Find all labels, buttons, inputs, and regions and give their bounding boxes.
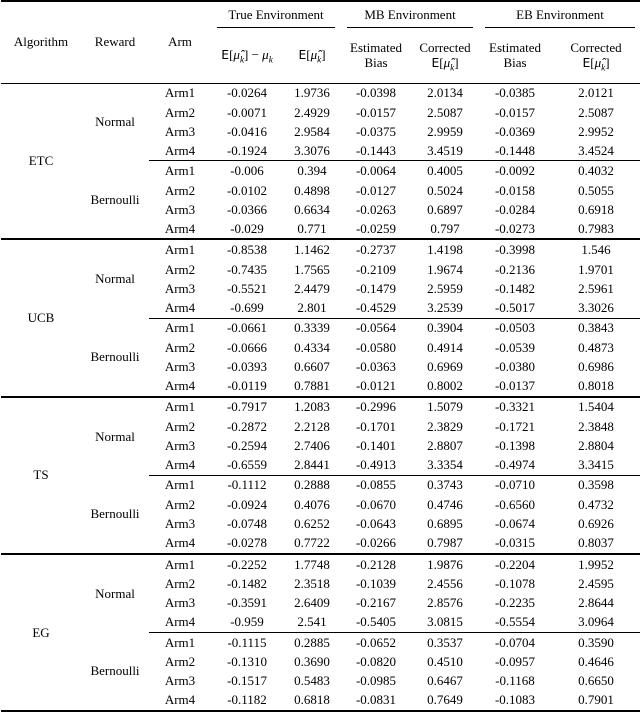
value-cell: 3.3076 — [294, 142, 330, 158]
arm-cell: Arm3 — [164, 123, 196, 139]
value-cell: 0.6918 — [578, 201, 614, 217]
value-cell: -0.0539 — [494, 339, 536, 355]
reward-cell: Normal — [81, 397, 149, 476]
value-cell: 2.9584 — [294, 123, 330, 139]
value-cell: 1.5404 — [551, 397, 640, 417]
header-bias-label: Bias — [503, 55, 527, 71]
value-cell: 3.3415 — [578, 457, 614, 473]
arm-cell: Arm2 — [164, 575, 196, 591]
value-cell: -0.1721 — [494, 418, 536, 434]
value-cell: -0.3998 — [479, 239, 551, 259]
value-cell: -0.1701 — [355, 418, 397, 434]
value-cell: -0.0064 — [341, 161, 411, 181]
header-estimated-label: Estimated — [350, 39, 402, 55]
header-eb-estimated-bias — [479, 28, 551, 83]
value-cell: 2.0134 — [427, 85, 463, 101]
value-cell: 2.3829 — [427, 418, 463, 434]
value-cell: -0.0157 — [494, 104, 536, 120]
value-cell: -0.1401 — [355, 437, 397, 453]
arm-cell: Arm1 — [164, 85, 196, 101]
value-cell: -0.0924 — [226, 496, 268, 512]
value-cell: -0.2872 — [226, 418, 268, 434]
arm-cell: Arm2 — [164, 182, 196, 198]
arm-cell: Arm4 — [164, 378, 196, 394]
value-cell: -0.2235 — [494, 595, 536, 611]
value-cell: -0.0704 — [479, 632, 551, 652]
arm-cell: Arm4 — [164, 692, 196, 708]
value-cell: -0.0273 — [494, 220, 536, 236]
value-cell: 1.7748 — [283, 554, 341, 574]
value-cell: 0.6634 — [294, 201, 330, 217]
value-cell: -0.0416 — [226, 123, 268, 139]
header-corrected-label: Corrected — [570, 39, 622, 55]
table-row — [1, 239, 640, 259]
arm-cell: Arm1 — [149, 397, 211, 417]
header-group-mb-environment: MB Environment — [341, 1, 479, 28]
value-cell: 1.5079 — [411, 397, 479, 417]
value-cell: 1.9736 — [294, 85, 330, 101]
arm-cell: Arm4 — [164, 614, 196, 630]
header-bias-label: Bias — [364, 55, 388, 71]
value-cell: 1.9674 — [427, 261, 463, 277]
value-cell: 0.6607 — [294, 358, 330, 374]
value-cell: -0.0643 — [355, 515, 397, 531]
value-cell: 2.8644 — [578, 595, 614, 611]
value-cell: -0.5554 — [494, 614, 536, 630]
value-cell: 0.6969 — [427, 358, 463, 374]
value-cell: -0.0071 — [226, 104, 268, 120]
header-group-eb-environment: EB Environment — [479, 1, 640, 28]
value-cell: 1.4198 — [411, 239, 479, 259]
value-cell: -0.1398 — [494, 437, 536, 453]
value-cell: 1.9952 — [551, 554, 640, 574]
reward-cell: Bernoulli — [90, 191, 140, 207]
value-cell: 2.3848 — [578, 418, 614, 434]
value-cell: -0.2996 — [341, 397, 411, 417]
value-cell: 0.5024 — [427, 182, 463, 198]
value-cell: -0.2252 — [211, 554, 283, 574]
value-cell: -0.0393 — [226, 358, 268, 374]
value-cell: -0.2737 — [341, 239, 411, 259]
header-algorithm: Algorithm — [13, 34, 69, 50]
value-cell: -0.2136 — [494, 261, 536, 277]
algorithm-cell: UCB — [1, 239, 81, 396]
value-cell: -0.0564 — [341, 318, 411, 338]
value-cell: -0.1168 — [495, 672, 535, 688]
header-corrected-mean-math: $E[\mû_k]$ — [431, 55, 459, 73]
value-cell: -0.0380 — [494, 358, 536, 374]
value-cell: -0.1310 — [226, 653, 268, 669]
value-cell: 2.8807 — [427, 437, 463, 453]
value-cell: 2.541 — [297, 614, 327, 630]
value-cell: -0.1083 — [494, 692, 536, 708]
algorithm-cell: TS — [1, 397, 81, 554]
value-cell: 0.7722 — [294, 535, 330, 551]
header-estimated-label: Estimated — [489, 39, 542, 55]
value-cell: -0.0985 — [355, 672, 397, 688]
value-cell: 0.6252 — [294, 515, 330, 531]
value-cell: 2.0121 — [578, 85, 614, 101]
value-cell: -0.4913 — [355, 457, 397, 473]
reward-cell: Normal — [81, 554, 149, 633]
arm-cell: Arm3 — [164, 437, 196, 453]
value-cell: 2.8441 — [294, 457, 330, 473]
value-cell: -0.959 — [230, 614, 264, 630]
value-cell: -0.7435 — [226, 261, 268, 277]
value-cell: -0.4974 — [494, 457, 536, 473]
value-cell: -0.0102 — [226, 182, 268, 198]
value-cell: -0.0661 — [211, 318, 283, 338]
value-cell: 0.6467 — [427, 672, 463, 688]
value-cell: 0.4746 — [427, 496, 463, 512]
value-cell: 0.8018 — [578, 378, 614, 394]
value-cell: -0.8538 — [211, 239, 283, 259]
reward-cell: Bernoulli — [90, 506, 140, 522]
value-cell: -0.0580 — [355, 339, 397, 355]
value-cell: 0.4646 — [578, 653, 614, 669]
value-cell: 0.5055 — [578, 182, 614, 198]
reward-cell: Bernoulli — [90, 349, 140, 364]
value-cell: 0.6897 — [427, 201, 463, 217]
value-cell: -0.1479 — [355, 280, 397, 296]
value-cell: -0.5017 — [494, 300, 536, 316]
value-cell: -0.1112 — [211, 475, 283, 495]
arm-cell: Arm2 — [164, 339, 196, 355]
arm-cell: Arm2 — [164, 653, 196, 669]
value-cell: -0.0278 — [226, 535, 268, 551]
results-table — [1, 0, 640, 712]
value-cell: 0.4076 — [294, 496, 330, 512]
value-cell: 0.394 — [283, 161, 341, 181]
value-cell: -0.1448 — [494, 142, 536, 158]
value-cell: -0.0119 — [227, 378, 267, 394]
value-cell: 0.2885 — [283, 632, 341, 652]
arm-cell: Arm1 — [149, 161, 211, 181]
value-cell: 0.3590 — [551, 632, 640, 652]
value-cell: 2.3518 — [294, 575, 330, 591]
value-cell: -0.0855 — [341, 475, 411, 495]
arm-cell: Arm3 — [164, 595, 196, 611]
value-cell: 0.6926 — [578, 515, 614, 531]
value-cell: 1.9876 — [411, 554, 479, 574]
value-cell: -0.3591 — [226, 595, 268, 611]
value-cell: 0.7983 — [578, 220, 614, 236]
value-cell: 2.4479 — [294, 280, 330, 296]
value-cell: 0.797 — [430, 220, 460, 236]
value-cell: -0.1443 — [355, 142, 397, 158]
value-cell: 0.7881 — [294, 378, 330, 394]
value-cell: 3.2539 — [427, 300, 463, 316]
value-cell: 0.3598 — [551, 475, 640, 495]
arm-cell: Arm3 — [164, 280, 196, 296]
value-cell: 3.0815 — [427, 614, 463, 630]
header-mb-estimated-bias — [341, 28, 411, 83]
value-cell: 0.4005 — [411, 161, 479, 181]
value-cell: -0.6559 — [226, 457, 268, 473]
value-cell: 0.4334 — [294, 339, 330, 355]
value-cell: -0.2594 — [226, 437, 268, 453]
value-cell: -0.0820 — [355, 653, 397, 669]
value-cell: 2.4595 — [578, 575, 614, 591]
value-cell: -0.0503 — [479, 318, 551, 338]
value-cell: 2.5087 — [427, 104, 463, 120]
value-cell: 3.3354 — [427, 457, 463, 473]
value-cell: 0.4732 — [578, 496, 614, 512]
value-cell: -0.1482 — [494, 280, 536, 296]
value-cell: -0.0263 — [355, 201, 397, 217]
reward-cell: Normal — [81, 239, 149, 318]
table-row — [1, 318, 640, 338]
value-cell: 2.4556 — [427, 575, 463, 591]
value-cell: -0.1182 — [227, 692, 267, 708]
value-cell: 2.7406 — [294, 437, 330, 453]
value-cell: -0.1517 — [226, 672, 268, 688]
value-cell: 1.2083 — [283, 397, 341, 417]
value-cell: 2.8576 — [427, 595, 463, 611]
value-cell: 1.1462 — [283, 239, 341, 259]
arm-cell: Arm3 — [164, 672, 196, 688]
value-cell: -0.0710 — [479, 475, 551, 495]
value-cell: -0.2167 — [355, 595, 397, 611]
value-cell: -0.1078 — [494, 575, 536, 591]
value-cell: -0.2109 — [355, 261, 397, 277]
value-cell: -0.0137 — [494, 378, 536, 394]
table-row — [1, 632, 640, 652]
value-cell: -0.0652 — [341, 632, 411, 652]
value-cell: -0.0127 — [355, 182, 397, 198]
reward-cell: Normal — [95, 114, 135, 130]
header-arm: Arm — [168, 34, 192, 50]
value-cell: -0.0831 — [355, 692, 397, 708]
value-cell: 1.9701 — [578, 261, 614, 277]
arm-cell: Arm1 — [149, 554, 211, 574]
value-cell: 0.6895 — [427, 515, 463, 531]
value-cell: 0.3743 — [411, 475, 479, 495]
arm-cell: Arm2 — [164, 104, 196, 120]
value-cell: -0.1039 — [355, 575, 397, 591]
value-cell: -0.2204 — [479, 554, 551, 574]
value-cell: 1.546 — [551, 239, 640, 259]
value-cell: 0.4914 — [427, 339, 463, 355]
header-true-mean: $E[\mû_k]$ — [298, 47, 326, 65]
value-cell: -0.4529 — [355, 300, 397, 316]
value-cell: -0.0363 — [355, 358, 397, 374]
value-cell: -0.5405 — [355, 614, 397, 630]
arm-cell: Arm2 — [164, 418, 196, 434]
value-cell: -0.0385 — [494, 85, 536, 101]
value-cell: -0.1924 — [226, 142, 268, 158]
value-cell: -0.0748 — [226, 515, 268, 531]
value-cell: -0.0670 — [355, 496, 397, 512]
header-mb-corrected-mean — [411, 28, 479, 83]
value-cell: 0.3537 — [411, 632, 479, 652]
value-cell: 3.0964 — [578, 614, 614, 630]
value-cell: -0.0092 — [479, 161, 551, 181]
value-cell: 3.3026 — [578, 300, 614, 316]
header-reward: Reward — [94, 34, 136, 50]
value-cell: 0.4898 — [294, 182, 330, 198]
value-cell: -0.6560 — [494, 496, 536, 512]
value-cell: -0.0158 — [494, 182, 536, 198]
value-cell: 2.8804 — [578, 437, 614, 453]
arm-cell: Arm3 — [164, 358, 196, 374]
value-cell: 0.7649 — [427, 692, 463, 708]
value-cell: 0.771 — [297, 220, 327, 236]
algorithm-cell: EG — [1, 554, 81, 711]
value-cell: -0.0366 — [226, 201, 268, 217]
value-cell: 2.5961 — [578, 280, 614, 296]
value-cell: -0.0315 — [494, 535, 536, 551]
value-cell: 0.2888 — [283, 475, 341, 495]
arm-cell: Arm4 — [164, 220, 196, 236]
header-corrected-mean-math: $E[\mû_k]$ — [582, 55, 610, 73]
value-cell: 0.3904 — [411, 318, 479, 338]
value-cell: 2.5959 — [427, 280, 463, 296]
value-cell: -0.0121 — [355, 378, 397, 394]
value-cell: 1.7565 — [294, 261, 330, 277]
value-cell: -0.0375 — [355, 123, 397, 139]
value-cell: 2.4929 — [294, 104, 330, 120]
header-true-bias: $E[\mû_k] - \mu_k$ — [221, 47, 273, 65]
value-cell: 0.6818 — [294, 692, 330, 708]
value-cell: -0.029 — [230, 220, 264, 236]
value-cell: 0.3690 — [294, 653, 330, 669]
value-cell: -0.0157 — [355, 104, 397, 120]
table-row — [1, 397, 640, 417]
value-cell: -0.5521 — [226, 280, 268, 296]
table-row — [1, 83, 640, 103]
value-cell: 0.8037 — [578, 535, 614, 551]
arm-cell: Arm4 — [164, 142, 196, 158]
value-cell: 3.4519 — [427, 142, 463, 158]
table-row — [1, 161, 640, 181]
arm-cell: Arm1 — [149, 318, 211, 338]
value-cell: -0.7917 — [211, 397, 283, 417]
value-cell: 0.6986 — [578, 358, 614, 374]
arm-cell: Arm4 — [164, 535, 196, 551]
header-group-row — [1, 1, 640, 28]
value-cell: -0.0259 — [355, 220, 397, 236]
arm-cell: Arm1 — [149, 239, 211, 259]
value-cell: 0.6650 — [578, 672, 614, 688]
value-cell: -0.0666 — [226, 339, 268, 355]
arm-cell: Arm4 — [164, 300, 196, 316]
value-cell: -0.0369 — [494, 123, 536, 139]
table-header — [1, 1, 640, 83]
arm-cell: Arm3 — [164, 515, 196, 531]
table-row — [1, 475, 640, 495]
header-group-true-environment: True Environment — [211, 1, 341, 28]
arm-cell: Arm1 — [149, 475, 211, 495]
value-cell: -0.0674 — [494, 515, 536, 531]
value-cell: -0.3321 — [479, 397, 551, 417]
arm-cell: Arm3 — [164, 201, 196, 217]
arm-cell: Arm1 — [149, 632, 211, 652]
value-cell: 0.4510 — [427, 653, 463, 669]
value-cell: 2.5087 — [578, 104, 614, 120]
value-cell: 2.6409 — [294, 595, 330, 611]
header-corrected-label: Corrected — [419, 39, 471, 55]
arm-cell: Arm4 — [164, 457, 196, 473]
value-cell: -0.1482 — [226, 575, 268, 591]
value-cell: -0.006 — [211, 161, 283, 181]
value-cell: 0.8002 — [427, 378, 463, 394]
value-cell: -0.1115 — [211, 632, 283, 652]
arm-cell: Arm2 — [164, 261, 196, 277]
value-cell: -0.0398 — [355, 85, 397, 101]
value-cell: 3.4524 — [578, 142, 614, 158]
value-cell: -0.0264 — [226, 85, 268, 101]
table-body — [1, 83, 640, 711]
value-cell: 2.801 — [297, 300, 327, 316]
value-cell: 0.3843 — [551, 318, 640, 338]
value-cell: 0.4873 — [578, 339, 614, 355]
value-cell: 0.7901 — [578, 692, 614, 708]
value-cell: 2.9952 — [578, 123, 614, 139]
table-row — [1, 554, 640, 574]
value-cell: 2.9959 — [427, 123, 463, 139]
value-cell: -0.0957 — [494, 653, 536, 669]
value-cell: 0.4032 — [551, 161, 640, 181]
value-cell: 0.7987 — [427, 535, 463, 551]
value-cell: 0.5483 — [294, 672, 330, 688]
header-eb-corrected-mean — [551, 28, 640, 83]
value-cell: -0.699 — [230, 300, 264, 316]
algorithm-cell: ETC — [28, 153, 54, 169]
value-cell: 0.3339 — [283, 318, 341, 338]
arm-cell: Arm2 — [164, 496, 196, 512]
value-cell: -0.0266 — [355, 535, 397, 551]
value-cell: -0.0284 — [494, 201, 536, 217]
value-cell: -0.2128 — [341, 554, 411, 574]
value-cell: 2.2128 — [294, 418, 330, 434]
reward-cell: Bernoulli — [90, 663, 140, 679]
